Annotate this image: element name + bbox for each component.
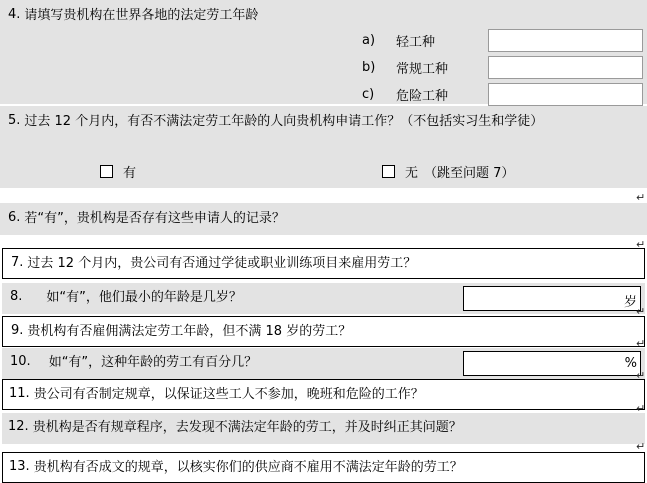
question-8-unit: 岁: [623, 295, 637, 310]
question-9-heading: [3, 317, 644, 342]
question-7-heading: [3, 249, 644, 274]
question-5-option-yes-label: 有: [123, 166, 137, 181]
question-11-block: [2, 379, 645, 410]
question-4-number: 4.: [8, 7, 21, 22]
question-8-answer-input[interactable]: [463, 286, 641, 311]
checkbox-icon[interactable]: [100, 165, 113, 178]
question-4-sub-items: [362, 27, 643, 108]
question-6-block: [0, 203, 647, 235]
question-7-block: [2, 248, 645, 279]
sub-item-letter-a: a): [362, 33, 376, 48]
paragraph-mark: ↵: [636, 440, 646, 453]
paragraph-mark: ↵: [636, 305, 646, 318]
question-5-skip-note: （跳至问题 7）: [424, 166, 515, 181]
question-13-text: 贵机构有否成文的规章，以核实你们的供应商不雇用不满法定年龄的劳工？: [33, 460, 463, 475]
question-4-sub-item-c: [362, 81, 643, 108]
question-12-block: [2, 413, 645, 444]
question-9-number: 9.: [11, 323, 24, 338]
question-4-sub-item-a: [362, 27, 643, 54]
question-6-heading: [0, 203, 647, 229]
sub-item-letter-b: b): [362, 60, 376, 75]
question-5-option-no[interactable]: [382, 162, 514, 181]
question-5-text: 过去 12 个月内，有否不满法定劳工年龄的人向贵机构申请工作？（不包括实习生和学徒）: [24, 114, 544, 129]
paragraph-mark: ↵: [636, 238, 646, 251]
question-9-block: [2, 316, 645, 347]
paragraph-mark: ↵: [636, 337, 646, 350]
question-7-number: 7.: [11, 255, 24, 270]
question-10-answer-input[interactable]: [463, 351, 641, 376]
sub-item-letter-c: c): [362, 87, 375, 102]
question-5-number: 5.: [8, 113, 21, 128]
paragraph-mark: ↵: [636, 369, 646, 382]
question-8-number: 8.: [10, 289, 23, 304]
question-4-text: 请填写贵机构在世界各地的法定劳工年龄: [24, 8, 259, 23]
question-11-heading: [3, 380, 644, 405]
question-11-number: 11.: [9, 386, 30, 401]
question-8-block: [2, 283, 645, 314]
sub-item-label-b: 常规工种: [396, 62, 449, 77]
question-10-unit: %: [624, 356, 637, 371]
question-6-number: 6.: [8, 210, 21, 225]
question-7-text: 过去 12 个月内，贵公司有否通过学徒或职业训练项目来雇用劳工？: [27, 256, 417, 271]
sub-item-label-a: 轻工种: [396, 35, 436, 50]
checkbox-icon[interactable]: [382, 165, 395, 178]
question-10-block: [2, 348, 645, 379]
question-4-input-c[interactable]: [488, 83, 643, 106]
question-12-heading: [2, 413, 645, 438]
question-5-option-no-label: 无: [405, 166, 419, 181]
question-8-text: 如“有”，他们最小的年龄是几岁？: [46, 290, 242, 305]
question-5-option-yes[interactable]: [100, 162, 136, 181]
question-5-block: [0, 106, 647, 188]
question-6-text: 若“有”，贵机构是否存有这些申请人的记录？: [24, 211, 285, 226]
question-13-block: [2, 452, 645, 483]
question-5-heading: [0, 106, 647, 132]
question-4-heading: [0, 0, 647, 26]
question-10-number: 10.: [10, 354, 31, 369]
question-12-text: 贵机构是否有规章程序，去发现不满法定年龄的劳工，并及时纠正其问题？: [32, 420, 462, 435]
question-4-block: [0, 0, 647, 104]
question-12-number: 12.: [8, 419, 29, 434]
paragraph-mark: ↵: [636, 191, 646, 204]
sub-item-label-c: 危险工种: [396, 89, 449, 104]
question-13-number: 13.: [9, 459, 30, 474]
question-4-input-a[interactable]: [488, 29, 643, 52]
question-11-text: 贵公司有否制定规章，以保证这些工人不参加，晚班和危险的工作？: [33, 387, 424, 402]
paragraph-mark: ↵: [636, 402, 646, 415]
question-4-input-b[interactable]: [488, 56, 643, 79]
question-4-sub-item-b: [362, 54, 643, 81]
question-13-heading: [3, 453, 644, 478]
question-10-text: 如“有”，这种年龄的劳工有百分几？: [48, 355, 258, 370]
question-9-text: 贵机构有否雇佣满法定劳工年龄，但不满 18 岁的劳工？: [27, 324, 352, 339]
